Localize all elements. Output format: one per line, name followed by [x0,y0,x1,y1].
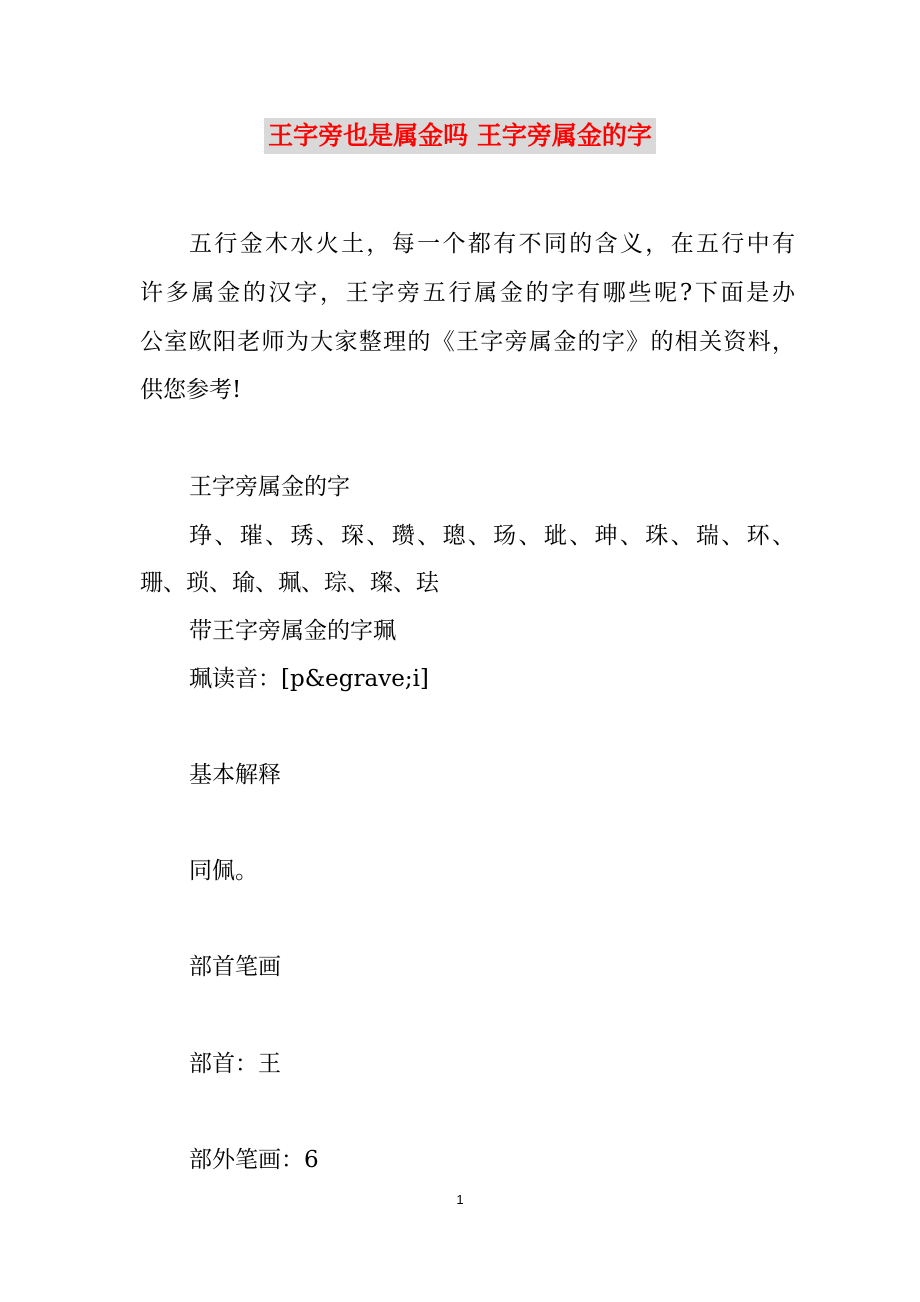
basic-meaning: 同佩。 [189,858,258,884]
char-list-line-2: 珊、琐、瑜、珮、琮、璨、珐 [140,570,439,596]
radical: 部首：王 [189,1051,281,1077]
intro-line-3: 公室欧阳老师为大家整理的《王字旁属金的字》的相关资料， [140,329,795,355]
intro-line-1: 五行金木水火土，每一个都有不同的含义，在五行中有 [189,231,795,257]
page-number: 1 [456,1192,464,1207]
example-heading: 带王字旁属金的字珮 [189,618,396,644]
char-list-line-1: 琤、璀、琇、琛、瓒、璁、玚、玼、珅、珠、瑞、环、 [189,523,795,549]
title-container [0,118,920,154]
section-heading: 王字旁属金的字 [189,474,350,500]
strokes: 部外笔画：6 [189,1147,319,1173]
pronunciation: 珮读音：[p&egrave;i] [189,666,429,692]
document-title: 王字旁也是属金吗 王字旁属金的字 [264,118,656,154]
basic-heading: 基本解释 [189,762,281,788]
intro-line-2: 许多属金的汉字，王字旁五行属金的字有哪些呢?下面是办 [140,280,795,306]
radical-heading: 部首笔画 [189,954,281,980]
intro-line-4: 供您参考! [140,377,242,403]
